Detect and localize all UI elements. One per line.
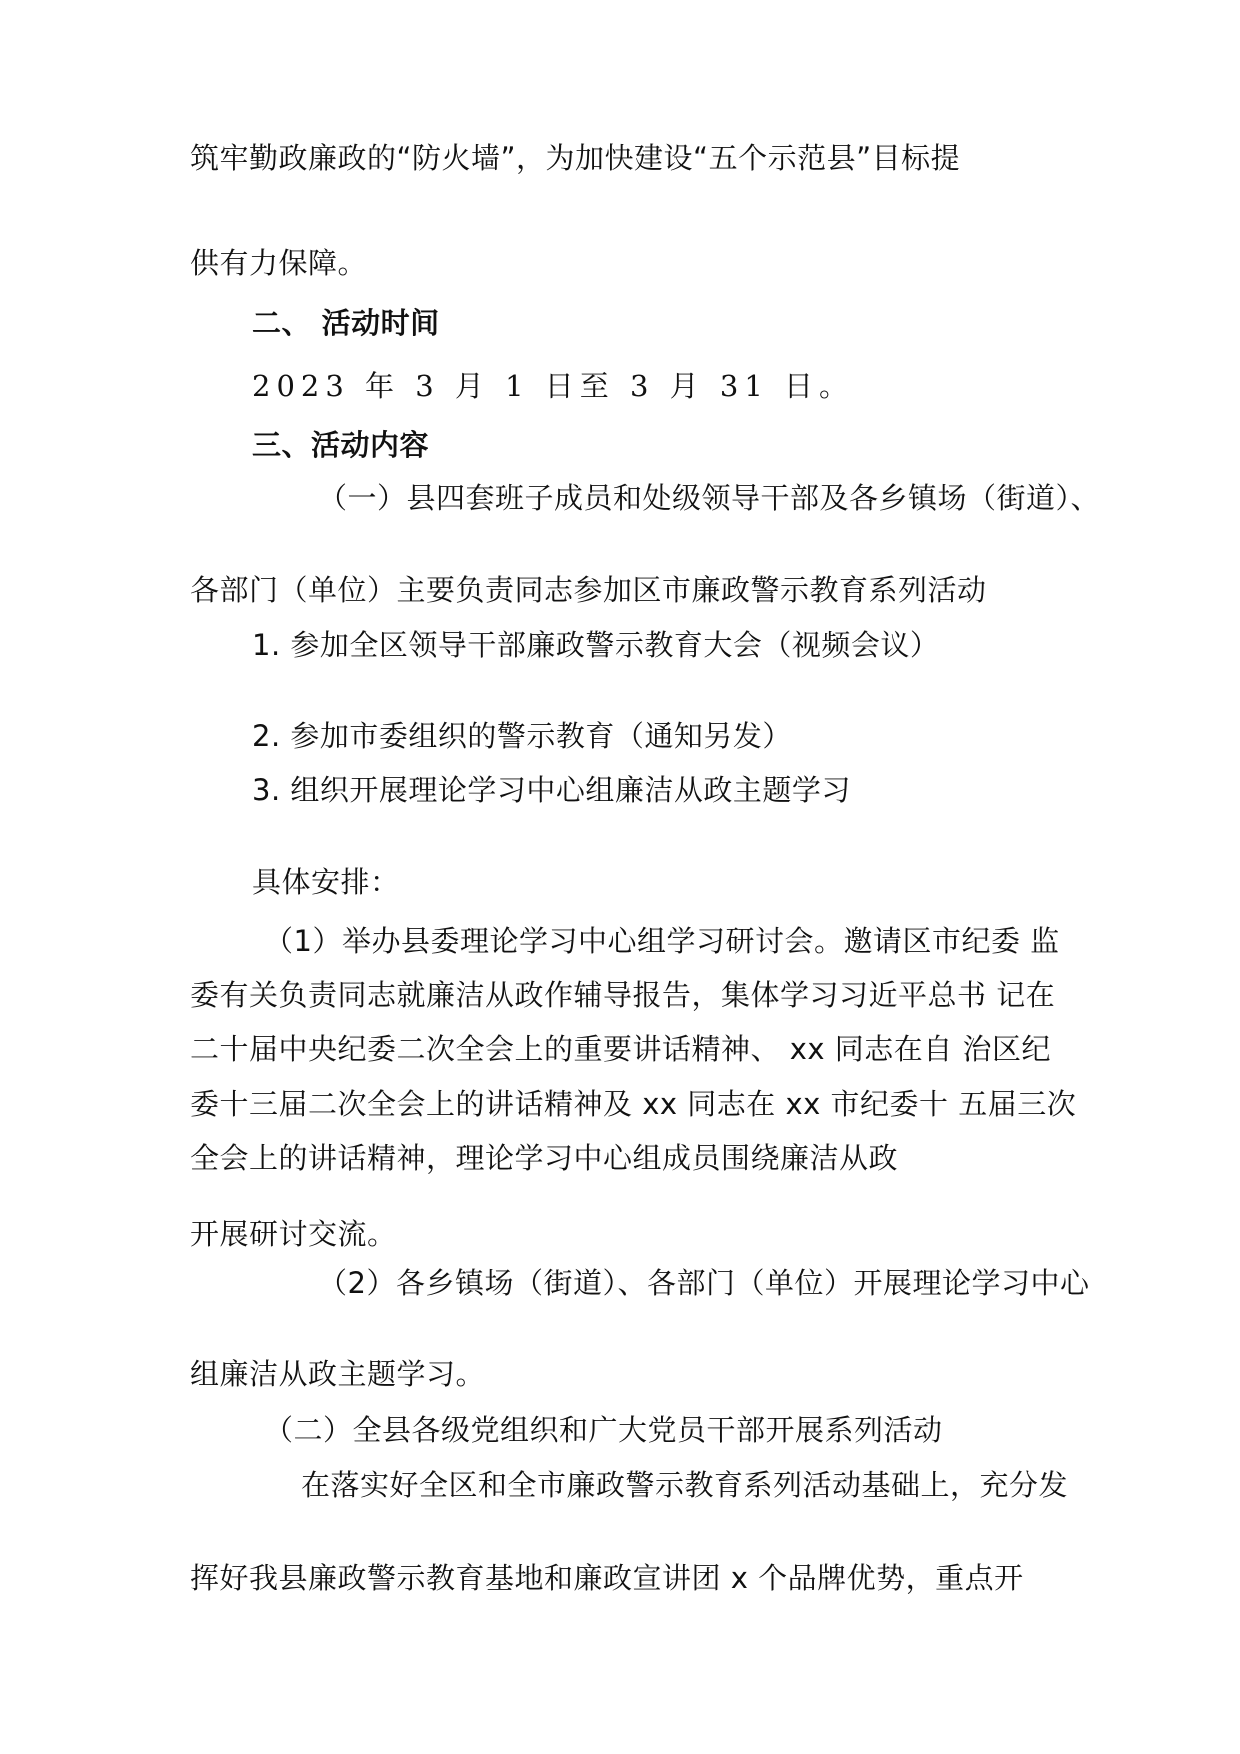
arrangement-item-1-line-3: 二十届中央纪委二次全会上的重要讲话精神、 xx 同志在自 治区纪 [190, 1032, 1051, 1066]
arrangement-item-1-line-6: 开展研讨交流。 [190, 1217, 397, 1251]
arrangement-item-1-line-5: 全会上的讲话精神，理论学习中心组成员围绕廉洁从政 [190, 1141, 899, 1175]
activity-date-range: 2023 年 3 月 1 日至 3 月 31 日。 [252, 369, 855, 403]
arrangement-item-2-line-1: （2）各乡镇场（街道）、各部门（单位）开展理论学习中心 [318, 1266, 1090, 1300]
paragraph-line-final-1: 在落实好全区和全市廉政警示教育系列活动基础上，充分发 [301, 1468, 1069, 1502]
list-item-2: 2. 参加市委组织的警示教育（通知另发） [252, 719, 792, 753]
subsection-heading-2: （二）全县各级党组织和广大党员干部开展系列活动 [264, 1413, 943, 1447]
arrangement-label: 具体安排： [252, 865, 400, 899]
paragraph-line-final-2: 挥好我县廉政警示教育基地和廉政宣讲团 x 个品牌优势，重点开 [190, 1561, 1024, 1595]
section-heading-activity-time: 二、 活动时间 [252, 306, 440, 340]
subsection-heading-1-cont: 各部门（单位）主要负责同志参加区市廉政警示教育系列活动 [190, 573, 987, 607]
paragraph-line-2: 供有力保障。 [190, 246, 368, 280]
list-item-3: 3. 组织开展理论学习中心组廉洁从政主题学习 [252, 773, 851, 807]
arrangement-item-2-line-2: 组廉洁从政主题学习。 [190, 1357, 486, 1391]
list-item-1: 1. 参加全区领导干部廉政警示教育大会（视频会议） [252, 628, 940, 662]
paragraph-line-1: 筑牢勤政廉政的“防火墙”，为加快建设“五个示范县”目标提 [190, 141, 961, 175]
arrangement-item-1-line-2: 委有关负责同志就廉洁从政作辅导报告，集体学习习近平总书 记在 [190, 978, 1056, 1012]
arrangement-item-1-line-4: 委十三届二次全会上的讲话精神及 xx 同志在 xx 市纪委十 五届三次 [190, 1087, 1077, 1121]
arrangement-item-1-line-1: （1）举办县委理论学习中心组学习研讨会。邀请区市纪委 监 [264, 924, 1060, 958]
subsection-heading-1: （一）县四套班子成员和处级领导干部及各乡镇场（街道）、 [318, 481, 1101, 515]
section-heading-activity-content: 三、活动内容 [252, 428, 430, 462]
